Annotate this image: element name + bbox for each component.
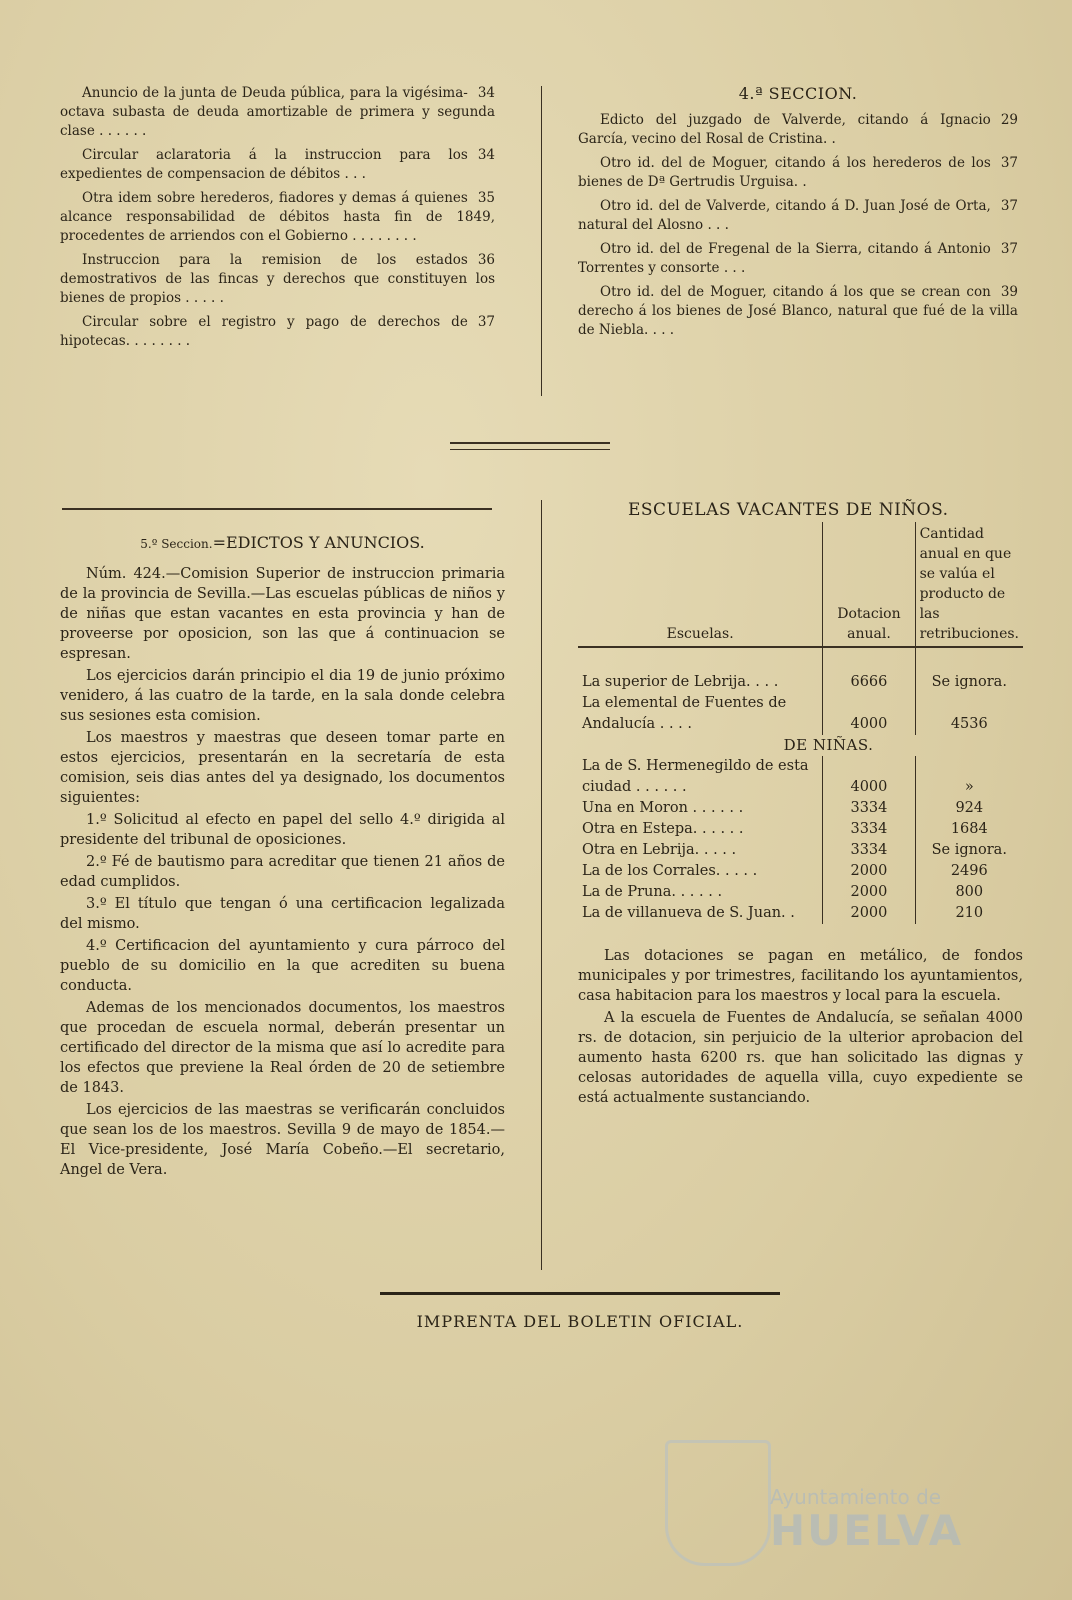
index-text: Otro id. del de Valverde, citando á D. Juan José de Orta, natural del Alosno . . . — [578, 198, 991, 233]
table-row — [578, 840, 1023, 861]
header-schools: Escuelas. — [578, 522, 823, 647]
table-row — [578, 756, 1023, 798]
index-entry — [60, 84, 495, 141]
schools-table — [578, 522, 1023, 924]
footer-rule — [380, 1292, 780, 1295]
index-page-number: 29 — [1000, 112, 1018, 128]
index-entry — [60, 251, 495, 308]
schools-column — [578, 500, 1023, 1110]
table-subheading-row — [578, 735, 1023, 756]
school-endowment: 3334 — [823, 840, 915, 861]
printer-footer: IMPRENTA DEL BOLETIN OFICIAL. — [416, 1312, 744, 1331]
school-name: Otra en Estepa. . . . . . — [582, 821, 744, 837]
section5-heading — [60, 533, 505, 552]
center-separator — [450, 442, 610, 450]
index-page-number: 37 — [477, 314, 495, 330]
note-paragraph: Las dotaciones se pagan en metálico, de fondos municipales y por trimestres, facilitando los ayuntamientos, casa habitacion para los maestros y local para la escuela. — [578, 948, 1023, 1004]
index-entry — [578, 240, 1018, 278]
index-entry — [60, 146, 495, 184]
index-text: Circular aclaratoria á la instruccion para los expedientes de compensacion de débitos . . . — [60, 147, 468, 182]
index-left-column — [60, 84, 495, 356]
section4-heading: 4.ª SECCION. — [738, 84, 858, 103]
index-page-number: 34 — [477, 85, 495, 101]
section5-prefix: 5.º Seccion. — [140, 537, 213, 551]
school-endowment: 3334 — [823, 819, 915, 840]
index-text: Otro id. del de Fregenal de la Sierra, citando á Antonio Torrentes y consorte . . . — [578, 241, 991, 276]
school-name: La elemental de Fuentes de Andalucía . . . . — [582, 695, 787, 732]
school-endowment: 6666 — [823, 672, 915, 693]
school-retribution: Se ignora. — [915, 672, 1023, 693]
body-paragraph: 2.º Fé de bautismo para acreditar que tienen 21 años de edad cumplidos. — [60, 854, 505, 890]
body-paragraph: 1.º Solicitud al efecto en papel del sello 4.º dirigida al presidente del tribunal de oposiciones. — [60, 812, 505, 848]
school-retribution: 210 — [915, 903, 1023, 924]
index-text: Otro id. del de Moguer, citando á los que se crean con derecho á los bienes de José Blanco, natural que fué de la villa de Niebla. . . . — [578, 284, 1018, 338]
index-page-number: 35 — [477, 190, 495, 206]
school-name: La superior de Lebrija. . . . — [582, 674, 779, 690]
school-retribution: 1684 — [915, 819, 1023, 840]
index-page-number: 37 — [1000, 241, 1018, 257]
index-entry — [578, 197, 1018, 235]
school-endowment: 2000 — [823, 903, 915, 924]
table-row — [578, 798, 1023, 819]
index-entry — [578, 283, 1018, 340]
archive-watermark — [770, 1485, 963, 1553]
school-endowment: 3334 — [823, 798, 915, 819]
section4-column — [578, 84, 1018, 345]
girls-heading: DE NIÑAS. — [783, 736, 874, 754]
table-row — [578, 861, 1023, 882]
school-retribution: 2496 — [915, 861, 1023, 882]
index-page-number: 39 — [1000, 284, 1018, 300]
index-entry — [60, 189, 495, 246]
body-paragraph: 3.º El título que tengan ó una certificacion legalizada del mismo. — [60, 896, 505, 932]
body-paragraph: Núm. 424.—Comision Superior de instruccion primaria de la provincia de Sevilla.—Las escuelas públicas de niños y de niñas que estan vacantes en esta provincia y han de proveerse por oposicion, son las que á continuacion se espresan. — [60, 566, 505, 662]
school-retribution: 924 — [915, 798, 1023, 819]
body-paragraph: Ademas de los mencionados documentos, los maestros que procedan de escuela normal, deberán presentar un certificado del director de la misma que así lo acredite para los efectos que previene la Real órden de 20 de setiembre de 1843. — [60, 1000, 505, 1096]
school-retribution: 800 — [915, 882, 1023, 903]
index-text: Anuncio de la junta de Deuda pública, para la vigésima-octava subasta de deuda amortizable de primera y segunda clase . . . . . . — [60, 85, 495, 139]
index-text: Edicto del juzgado de Valverde, citando á Ignacio García, vecino del Rosal de Cristina. . — [578, 112, 991, 147]
school-retribution: 4536 — [915, 693, 1023, 735]
index-text: Otra idem sobre herederos, fiadores y demas á quienes alcance responsabilidad de débitos hasta fin de 1849, procedentes de arriendos con el Gobierno . . . . . . . . — [60, 190, 495, 244]
index-entry — [60, 313, 495, 351]
watermark-line2: HUELVA — [770, 1506, 964, 1555]
table-spacer — [578, 647, 1023, 672]
table-header-row — [578, 522, 1023, 647]
school-name: La de Pruna. . . . . . — [582, 884, 723, 900]
body-paragraph: 4.º Certificacion del ayuntamiento y cura párroco del pueblo de su domicilio en la que acrediten su buena conducta. — [60, 938, 505, 994]
index-page-number: 37 — [1000, 198, 1018, 214]
school-endowment: 4000 — [823, 756, 915, 798]
school-retribution: » — [915, 756, 1023, 798]
column-divider — [541, 86, 542, 396]
header-endowment: Dotacion anual. — [823, 522, 915, 647]
index-text: Circular sobre el registro y pago de derechos de hipotecas. . . . . . . . — [60, 314, 468, 349]
school-endowment: 4000 — [823, 693, 915, 735]
column-divider — [541, 500, 542, 1270]
table-row — [578, 882, 1023, 903]
index-page-number: 36 — [477, 252, 495, 268]
section-rule — [62, 508, 492, 510]
school-name: La de S. Hermenegildo de esta ciudad . . . . . . — [582, 758, 809, 795]
index-entry — [578, 154, 1018, 192]
crest-watermark-icon — [665, 1440, 771, 1566]
index-page-number: 37 — [1000, 155, 1018, 171]
table-row — [578, 672, 1023, 693]
index-entry — [578, 111, 1018, 149]
table-title: ESCUELAS VACANTES DE NIÑOS. — [628, 500, 949, 520]
section5-column — [60, 525, 505, 1182]
index-text: Instruccion para la remision de los estados demostrativos de las fincas y derechos que constituyen los bienes de propios . . . . . — [60, 252, 495, 306]
table-row — [578, 903, 1023, 924]
school-name: La de villanueva de S. Juan. . — [582, 905, 795, 921]
body-paragraph: Los maestros y maestras que deseen tomar parte en estos ejercicios, presentarán en la secretaría de esta comision, seis dias antes del ya designado, los documentos siguientes: — [60, 730, 505, 806]
school-endowment: 2000 — [823, 882, 915, 903]
index-text: Otro id. del de Moguer, citando á los herederos de los bienes de Dª Gertrudis Urguisa. . — [578, 155, 991, 190]
header-retributions: Cantidad anual en que se valúa el producto de las retribuciones. — [915, 522, 1023, 647]
section5-title: =EDICTOS Y ANUNCIOS. — [212, 533, 425, 552]
school-endowment: 2000 — [823, 861, 915, 882]
watermark-line1: Ayuntamiento de — [770, 1485, 942, 1509]
note-paragraph: A la escuela de Fuentes de Andalucía, se señalan 4000 rs. de dotacion, sin perjuicio de la ulterior aprobacion del aumento hasta 6200 rs. que han solicitado las dignas y celosas autoridades de aquella villa, cuyo expediente se está actualmente sustanciando. — [578, 1010, 1023, 1106]
table-row — [578, 693, 1023, 735]
school-name: Otra en Lebrija. . . . . — [582, 842, 737, 858]
body-paragraph: Los ejercicios darán principio el dia 19 de junio próximo venidero, á las cuatro de la tarde, en la sala donde celebra sus sesiones esta comision. — [60, 668, 505, 724]
school-retribution: Se ignora. — [915, 840, 1023, 861]
school-name: La de los Corrales. . . . . — [582, 863, 758, 879]
table-row — [578, 819, 1023, 840]
school-name: Una en Moron . . . . . . — [582, 800, 744, 816]
body-paragraph: Los ejercicios de las maestras se verificarán concluidos que sean los de los maestros. Sevilla 9 de mayo de 1854.—El Vice-presidente, José María Cobeño.—El secretario, Angel de Vera. — [60, 1102, 505, 1178]
index-page-number: 34 — [477, 147, 495, 163]
